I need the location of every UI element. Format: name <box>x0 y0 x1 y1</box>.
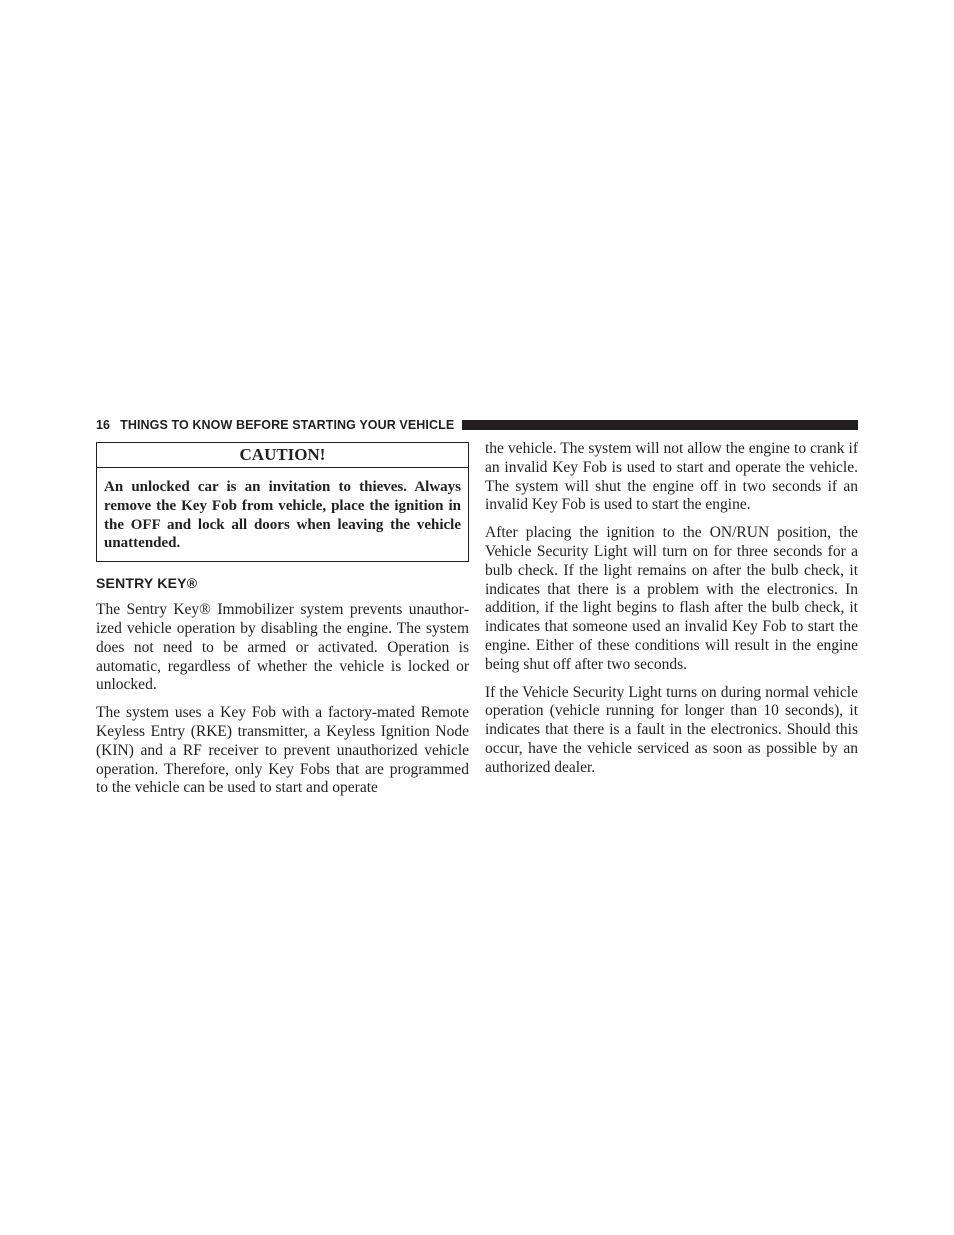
caution-body: An unlocked car is an invitation to thieves. Always remove the Key Fob from vehicle, place the ignition in the OFF and lock all doors when leaving the vehicle unattended. <box>104 479 461 552</box>
page-number: 16 <box>96 418 111 432</box>
paragraph: If the Vehicle Security Light turns on during normal vehicle operation (vehicle running for longer than 10 seconds), it indicates that there is a fault in the electronics. Should this occur, have the vehicle serviced as soon as possible by an authorized dealer. <box>485 683 858 776</box>
paragraph: The system uses a Key Fob with a factory-mated Remote Keyless Entry (RKE) transmitter, a Keyless Ignition Node (KIN) and a RF receiver to prevent unauthorized vehicle operation. Therefore, only Key Fobs that are programmed to the vehicle can be used to start and operate <box>96 704 469 797</box>
paragraph-continued: the vehicle. The system will not allow the engine to crank if an invalid Key Fob is used to start and operate the vehicle. The system will shut the engine off in two seconds if an invalid Key Fob is used to start the engine. <box>485 440 858 514</box>
caution-box <box>96 442 469 562</box>
section-heading-sentry-key: SENTRY KEY® <box>96 575 198 592</box>
caution-title: CAUTION! <box>97 443 468 468</box>
paragraph: After placing the ignition to the ON/RUN position, the Vehicle Security Light will turn on for three seconds for a bulb check. If the light remains on after the bulb check, it indicates that there is a problem with the electronics. In addition, if the light begins to flash after the bulb check, it indicates that someone used an invalid Key Fob to start the engine. Either of these conditions will result in the engine being shut off after two seconds. <box>485 524 858 673</box>
left-column <box>96 440 469 807</box>
paragraph: The Sentry Key® Immobilizer system prevents unauthorized vehicle operation by disabling the engine. The system does not need to be armed or activated. Operation is automatic, regardless of whether the vehicle is locked or unlocked. <box>96 601 469 694</box>
section-title: THINGS TO KNOW BEFORE STARTING YOUR VEHICLE <box>120 418 455 432</box>
running-header <box>96 418 858 432</box>
header-rule <box>462 420 858 430</box>
right-column <box>485 440 858 787</box>
